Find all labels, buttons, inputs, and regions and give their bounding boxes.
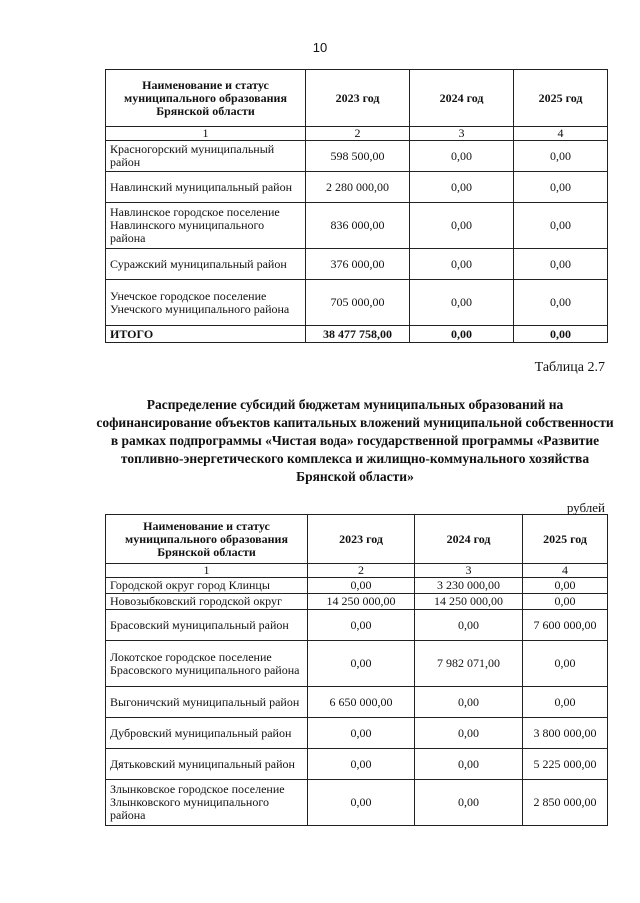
row-name: Злынковское городское поселение Злынковского муниципального района xyxy=(106,780,308,826)
units-label: рублей xyxy=(566,500,605,515)
value-2023: 376 000,00 xyxy=(306,249,410,280)
column-number: 2 xyxy=(306,127,410,141)
header-2023: 2023 год xyxy=(308,515,415,564)
row-name: Городской округ город Клинцы xyxy=(106,578,308,594)
total-2025: 0,00 xyxy=(514,326,608,343)
value-2025: 7 600 000,00 xyxy=(523,610,608,641)
value-2023: 0,00 xyxy=(308,610,415,641)
value-2025: 0,00 xyxy=(514,249,608,280)
total-2023: 38 477 758,00 xyxy=(306,326,410,343)
subsidy-table-continued xyxy=(105,69,608,343)
table-title: Распределение субсидий бюджетам муниципальных образований на софинансирование объектов капитальных вложений муниципальной собственности в рамках подпрограммы «Чистая вода» государственной программы «Развитие топливно-энергетического комплекса и жилищно-коммунального хозяйства Брянской области» xyxy=(96,397,614,484)
header-2024: 2024 год xyxy=(410,70,514,127)
row-name: Навлинский муниципальный район xyxy=(106,172,306,203)
table-row xyxy=(106,641,608,687)
row-name: Суражский муниципальный район xyxy=(106,249,306,280)
table-header-row xyxy=(106,70,608,127)
value-2024: 0,00 xyxy=(410,203,514,249)
column-number: 3 xyxy=(410,127,514,141)
value-2025: 0,00 xyxy=(523,641,608,687)
value-2024: 7 982 071,00 xyxy=(415,641,523,687)
table-row xyxy=(106,280,608,326)
value-2024: 3 230 000,00 xyxy=(415,578,523,594)
value-2023: 0,00 xyxy=(308,780,415,826)
value-2023: 2 280 000,00 xyxy=(306,172,410,203)
value-2023: 6 650 000,00 xyxy=(308,687,415,718)
value-2023: 0,00 xyxy=(308,641,415,687)
header-name: Наименование и статус муниципального образования Брянской области xyxy=(106,70,306,127)
value-2025: 0,00 xyxy=(514,203,608,249)
value-2024: 0,00 xyxy=(410,249,514,280)
row-name: Дубровский муниципальный район xyxy=(106,718,308,749)
table-row xyxy=(106,749,608,780)
subsidy-table-2-7 xyxy=(105,514,608,826)
value-2023: 705 000,00 xyxy=(306,280,410,326)
page-number: 10 xyxy=(312,40,328,55)
value-2025: 0,00 xyxy=(514,141,608,172)
value-2025: 0,00 xyxy=(523,578,608,594)
total-label: ИТОГО xyxy=(106,326,306,343)
value-2025: 2 850 000,00 xyxy=(523,780,608,826)
row-name: Навлинское городское поселение Навлинского муниципального района xyxy=(106,203,306,249)
value-2023: 0,00 xyxy=(308,749,415,780)
value-2024: 0,00 xyxy=(415,749,523,780)
column-number: 4 xyxy=(523,564,608,578)
column-number-row xyxy=(106,127,608,141)
header-2025: 2025 год xyxy=(514,70,608,127)
value-2023: 0,00 xyxy=(308,578,415,594)
value-2024: 0,00 xyxy=(415,780,523,826)
value-2024: 0,00 xyxy=(410,141,514,172)
table-row xyxy=(106,594,608,610)
table-row xyxy=(106,249,608,280)
value-2023: 598 500,00 xyxy=(306,141,410,172)
value-2023: 14 250 000,00 xyxy=(308,594,415,610)
row-name: Унечское городское поселение Унечского муниципального района xyxy=(106,280,306,326)
header-2025: 2025 год xyxy=(523,515,608,564)
table-row xyxy=(106,203,608,249)
value-2024: 0,00 xyxy=(415,610,523,641)
value-2025: 0,00 xyxy=(514,280,608,326)
table-row xyxy=(106,780,608,826)
value-2023: 0,00 xyxy=(308,718,415,749)
row-name: Выгоничский муниципальный район xyxy=(106,687,308,718)
column-number-row xyxy=(106,564,608,578)
column-number: 2 xyxy=(308,564,415,578)
table-label: Таблица 2.7 xyxy=(534,360,605,375)
value-2025: 3 800 000,00 xyxy=(523,718,608,749)
total-2024: 0,00 xyxy=(410,326,514,343)
row-name: Красногорский муниципальный район xyxy=(106,141,306,172)
value-2025: 5 225 000,00 xyxy=(523,749,608,780)
column-number: 1 xyxy=(106,127,306,141)
value-2024: 0,00 xyxy=(415,687,523,718)
header-name: Наименование и статус муниципального образования Брянской области xyxy=(106,515,308,564)
row-name: Локотское городское поселение Брасовского муниципального района xyxy=(106,641,308,687)
value-2025: 0,00 xyxy=(523,687,608,718)
table-row xyxy=(106,578,608,594)
column-number: 1 xyxy=(106,564,308,578)
header-2024: 2024 год xyxy=(415,515,523,564)
value-2024: 14 250 000,00 xyxy=(415,594,523,610)
value-2023: 836 000,00 xyxy=(306,203,410,249)
column-number: 3 xyxy=(415,564,523,578)
table-row xyxy=(106,610,608,641)
table-header-row xyxy=(106,515,608,564)
value-2025: 0,00 xyxy=(523,594,608,610)
table-row xyxy=(106,718,608,749)
value-2024: 0,00 xyxy=(410,280,514,326)
table-row xyxy=(106,172,608,203)
value-2024: 0,00 xyxy=(415,718,523,749)
row-name: Дятьковский муниципальный район xyxy=(106,749,308,780)
value-2025: 0,00 xyxy=(514,172,608,203)
table-row xyxy=(106,687,608,718)
total-row xyxy=(106,326,608,343)
row-name: Брасовский муниципальный район xyxy=(106,610,308,641)
row-name: Новозыбковский городской округ xyxy=(106,594,308,610)
header-2023: 2023 год xyxy=(306,70,410,127)
table-row xyxy=(106,141,608,172)
column-number: 4 xyxy=(514,127,608,141)
value-2024: 0,00 xyxy=(410,172,514,203)
